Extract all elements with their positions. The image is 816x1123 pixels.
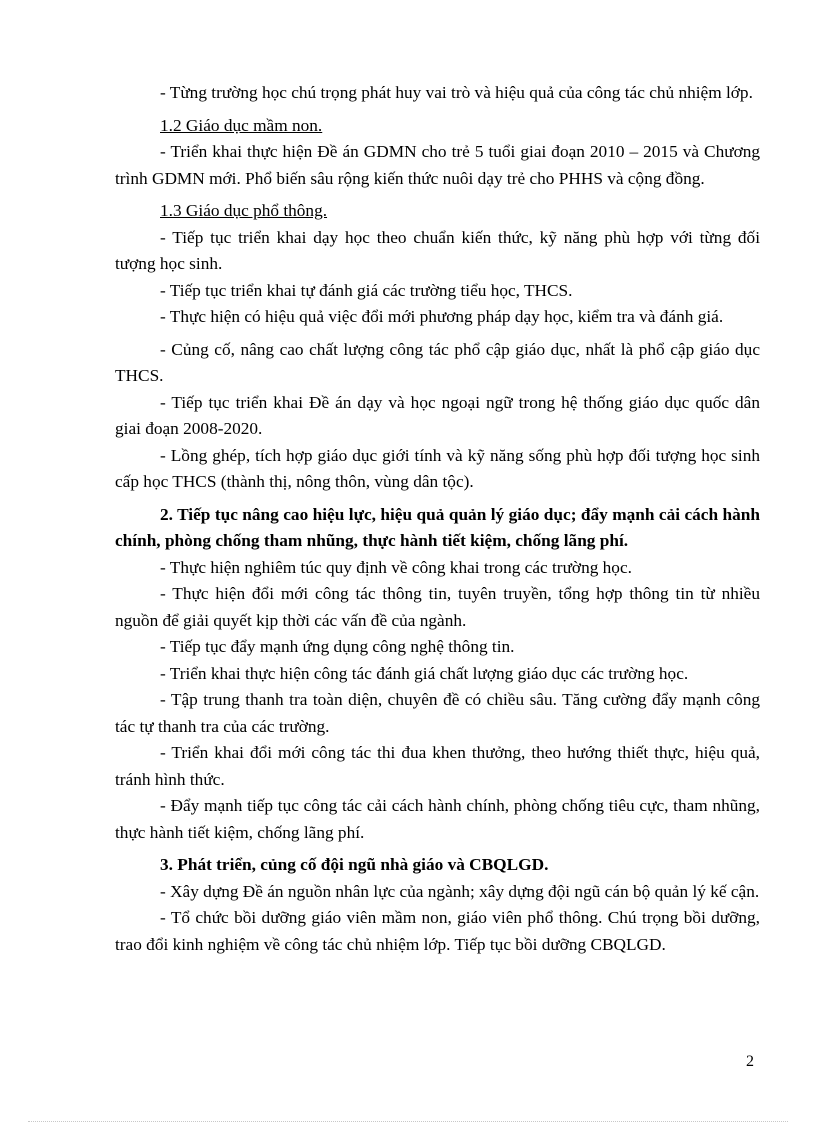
paragraph-self-assessment: - Tiếp tục triển khai tự đánh giá các trường tiểu học, THCS.: [160, 280, 573, 300]
heading-management: 2. Tiếp tục nâng cao hiệu lực, hiệu quả quản lý giáo dục; đẩy mạnh cải cách hành chính, phòng chống tham nhũng, thực hành tiết kiệm, chống lãng phí.: [115, 504, 760, 550]
paragraph-preschool-project: - Triển khai thực hiện Đề án GDMN cho trẻ 5 tuổi giai đoạn 2010 – 2015 và Chương trình GDMN mới. Phổ biến sâu rộng kiến thức nuôi dạy trẻ cho PHHS và cộng đồng.: [115, 142, 760, 188]
paragraph-transparency: - Thực hiện nghiêm túc quy định về công khai trong các trường học.: [160, 557, 632, 577]
paragraph-homeroom: - Từng trường học chú trọng phát huy vai trò và hiệu quả của công tác chủ nhiệm lớp.: [160, 83, 753, 102]
paragraph-human-resources: - Xây dựng Đề án nguồn nhân lực của ngành; xây dựng đội ngũ cán bộ quản lý kế cận.: [160, 881, 760, 901]
paragraph-admin-reform: - Đẩy mạnh tiếp tục công tác cải cách hành chính, phòng chống tiêu cực, tham nhũng, thực hành tiết kiệm, chống lãng phí.: [115, 796, 760, 842]
paragraph-teaching-methods: - Thực hiện có hiệu quả việc đổi mới phương pháp dạy học, kiểm tra và đánh giá.: [160, 307, 724, 326]
page-bottom-rule: [28, 1121, 788, 1122]
subheading-preschool: 1.2 Giáo dục mầm non.: [160, 115, 323, 135]
document-page: [115, 80, 760, 958]
paragraph-it-application: - Tiếp tục đẩy mạnh ứng dụng công nghệ thông tin.: [160, 637, 515, 656]
page-number: 2: [746, 1053, 754, 1070]
paragraph-information: - Thực hiện đổi mới công tác thông tin, tuyên truyền, tổng hợp thông tin từ nhiều nguồn để giải quyết kịp thời các vấn đề của ngành.: [115, 584, 760, 630]
paragraph-universalization: - Củng cố, nâng cao chất lượng công tác phổ cập giáo dục, nhất là phổ cập giáo dục THCS.: [115, 339, 760, 385]
heading-staff-development: 3. Phát triển, củng cố đội ngũ nhà giáo và CBQLGD.: [160, 855, 549, 874]
paragraph-quality-assessment: - Triển khai thực hiện công tác đánh giá chất lượng giáo dục các trường học.: [160, 663, 689, 683]
paragraph-emulation: - Triển khai đổi mới công tác thi đua khen thưởng, theo hướng thiết thực, hiệu quả, tránh hình thức.: [115, 743, 760, 789]
paragraph-inspection: - Tập trung thanh tra toàn diện, chuyên đề có chiều sâu. Tăng cường đẩy mạnh công tác tự thanh tra của các trường.: [115, 690, 760, 736]
subheading-general-education: 1.3 Giáo dục phổ thông.: [160, 201, 328, 220]
paragraph-foreign-language: - Tiếp tục triển khai Đề án dạy và học ngoại ngữ trong hệ thống giáo dục quốc dân giai đoạn 2008-2020.: [115, 392, 760, 438]
paragraph-life-skills: - Lồng ghép, tích hợp giáo dục giới tính và kỹ năng sống phù hợp đối tượng học sinh cấp học THCS (thành thị, nông thôn, vùng dân tộc).: [115, 445, 760, 491]
paragraph-standard-teaching: - Tiếp tục triển khai dạy học theo chuẩn kiến thức, kỹ năng phù hợp với từng đối tượng học sinh.: [115, 227, 760, 273]
paragraph-teacher-training: - Tổ chức bồi dưỡng giáo viên mầm non, giáo viên phổ thông. Chú trọng bồi dưỡng, trao đổi kinh nghiệm về công tác chủ nhiệm lớp. Tiếp tục bồi dưỡng CBQLGD.: [115, 908, 760, 954]
